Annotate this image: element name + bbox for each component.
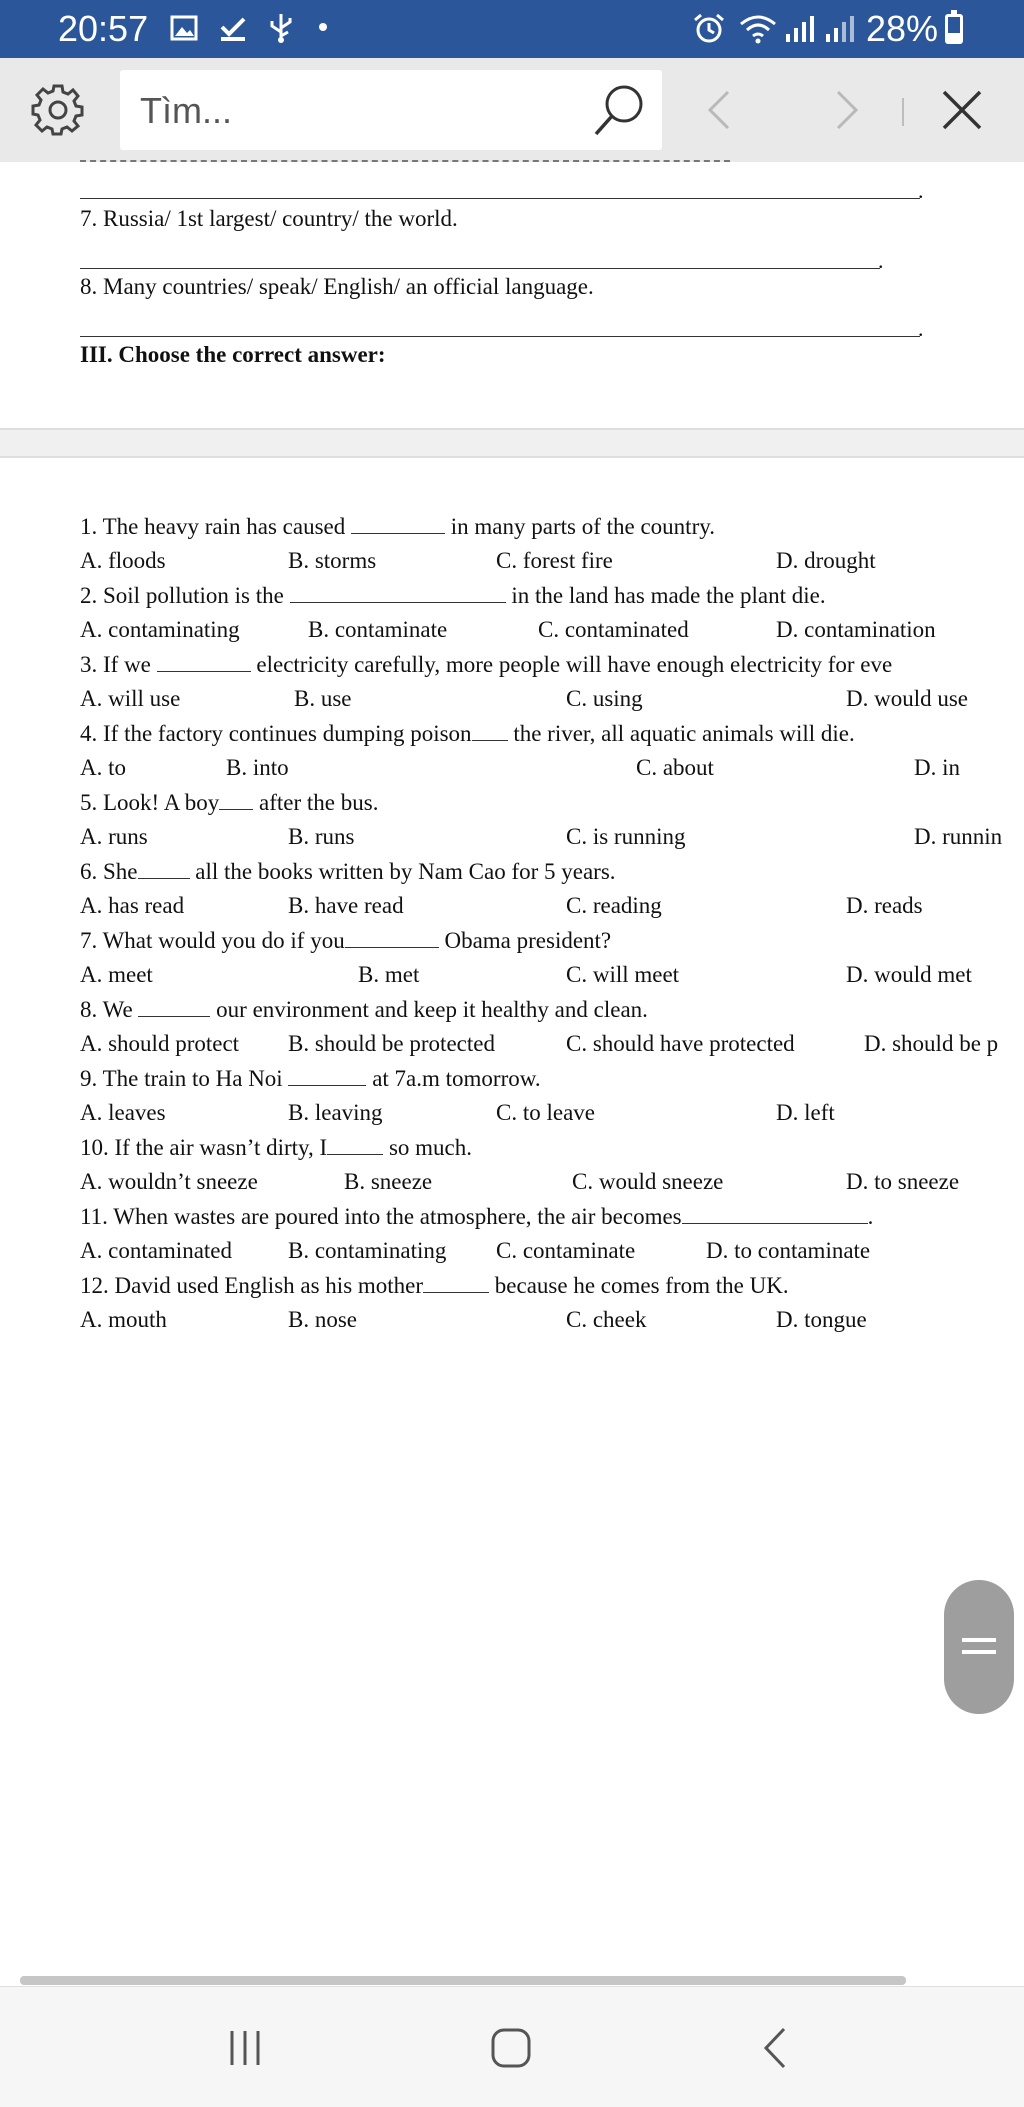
option-d[interactable]: D. to contaminate: [706, 1238, 871, 1263]
question-5: 5. Look! A boy after the bus.: [80, 790, 379, 815]
prev-item-7: 7. Russia/ 1st largest/ country/ the world.: [80, 206, 458, 231]
close-icon[interactable]: [934, 82, 990, 138]
back-icon[interactable]: [752, 2023, 802, 2073]
option-b[interactable]: B. have read: [288, 893, 404, 918]
option-b[interactable]: B. runs: [288, 824, 355, 849]
option-c[interactable]: C. contaminated: [538, 617, 689, 642]
usb-icon: [266, 12, 296, 44]
option-d[interactable]: D. drought: [776, 548, 876, 573]
prev-arrow-icon[interactable]: [692, 82, 748, 138]
toolbar-separator: [902, 98, 904, 126]
answer-line: [80, 336, 920, 337]
question-2: 2. Soil pollution is the in the land has made the plant die.: [80, 583, 826, 608]
option-d[interactable]: D. left: [776, 1100, 835, 1125]
cutoff-text-line: [80, 160, 730, 162]
home-icon[interactable]: [486, 2023, 536, 2073]
question-7: 7. What would you do if you Obama president?: [80, 928, 612, 953]
option-d[interactable]: D. contamination: [776, 617, 936, 642]
option-a[interactable]: A. wouldn’t sneeze: [80, 1169, 258, 1194]
option-a[interactable]: A. should protect: [80, 1031, 240, 1056]
option-b[interactable]: B. storms: [288, 548, 377, 573]
find-toolbar: [0, 58, 1024, 162]
signal-icon: [784, 14, 816, 44]
option-a[interactable]: A. floods: [80, 548, 166, 573]
option-c[interactable]: C. forest fire: [496, 548, 613, 573]
option-a[interactable]: A. will use: [80, 686, 181, 711]
option-d[interactable]: D. would met: [846, 962, 972, 987]
option-c[interactable]: C. will meet: [566, 962, 680, 987]
system-nav-bar: [0, 1986, 1024, 2107]
gallery-icon: [170, 14, 198, 42]
wifi-icon: [738, 12, 778, 46]
answer-line: [80, 198, 920, 199]
question-11: 11. When wastes are poured into the atmosphere, the air becomes .: [80, 1204, 874, 1229]
option-b[interactable]: B. met: [358, 962, 420, 987]
option-c[interactable]: C. using: [566, 686, 643, 711]
question-1: 1. The heavy rain has caused in many parts of the country.: [80, 514, 715, 539]
search-box[interactable]: [120, 70, 662, 150]
option-b[interactable]: B. leaving: [288, 1100, 383, 1125]
option-d[interactable]: D. to sneeze: [846, 1169, 960, 1194]
status-time: 20:57: [58, 8, 149, 49]
option-a[interactable]: A. has read: [80, 893, 185, 918]
option-c[interactable]: C. cheek: [566, 1307, 647, 1332]
option-b[interactable]: B. into: [226, 755, 289, 780]
alarm-icon: [692, 12, 726, 46]
option-d[interactable]: D. tongue: [776, 1307, 867, 1332]
answer-line-period: .: [918, 178, 924, 203]
option-c[interactable]: C. is running: [566, 824, 686, 849]
answer-line-period: .: [878, 248, 884, 273]
search-input[interactable]: [138, 80, 542, 142]
option-c[interactable]: C. would sneeze: [572, 1169, 724, 1194]
option-b[interactable]: B. nose: [288, 1307, 357, 1332]
option-d[interactable]: D. in: [914, 755, 960, 780]
option-a[interactable]: A. to: [80, 755, 126, 780]
question-8: 8. We our environment and keep it healthy and clean.: [80, 997, 648, 1022]
download-icon: [218, 14, 248, 42]
question-12: 12. David used English as his mother because he comes from the UK.: [80, 1273, 789, 1298]
scroll-handle[interactable]: [944, 1580, 1014, 1714]
section-title: III. Choose the correct answer:: [80, 342, 386, 367]
question-9: 9. The train to Ha Noi at 7a.m tomorrow.: [80, 1066, 541, 1091]
answer-line-period: .: [918, 316, 924, 341]
option-b[interactable]: B. sneeze: [344, 1169, 433, 1194]
option-a[interactable]: A. runs: [80, 824, 148, 849]
option-d[interactable]: D. runnin: [914, 824, 1003, 849]
question-10: 10. If the air wasn’t dirty, I so much.: [80, 1135, 472, 1160]
status-bar: [0, 0, 1024, 58]
option-c[interactable]: C. about: [636, 755, 714, 780]
option-d[interactable]: D. would use: [846, 686, 969, 711]
option-b[interactable]: B. contaminate: [308, 617, 448, 642]
option-b[interactable]: B. should be protected: [288, 1031, 495, 1056]
option-d[interactable]: D. reads: [846, 893, 923, 918]
battery-icon: [945, 14, 963, 44]
prev-item-8: 8. Many countries/ speak/ English/ an official language.: [80, 274, 594, 299]
gear-icon[interactable]: [30, 82, 86, 138]
option-a[interactable]: A. contaminated: [80, 1238, 233, 1263]
option-b[interactable]: B. use: [294, 686, 352, 711]
option-d[interactable]: D. should be p: [864, 1031, 999, 1056]
option-b[interactable]: B. contaminating: [288, 1238, 447, 1263]
answer-line: [80, 268, 880, 269]
question-3: 3. If we electricity carefully, more people will have enough electricity for eve: [80, 652, 893, 677]
recent-apps-icon[interactable]: [220, 2023, 270, 2073]
battery-percentage: 28%: [866, 8, 939, 49]
signal-icon-2: [824, 14, 856, 44]
question-4: 4. If the factory continues dumping poison the river, all aquatic animals will die.: [80, 721, 855, 746]
question-6: 6. She all the books written by Nam Cao for 5 years.: [80, 859, 616, 884]
option-c[interactable]: C. reading: [566, 893, 662, 918]
next-arrow-icon[interactable]: [818, 82, 874, 138]
page-break: [0, 428, 1024, 458]
option-a[interactable]: A. meet: [80, 962, 153, 987]
option-a[interactable]: A. leaves: [80, 1100, 166, 1125]
option-c[interactable]: C. contaminate: [496, 1238, 636, 1263]
search-icon[interactable]: [590, 80, 650, 140]
horizontal-scrollbar[interactable]: [20, 1976, 906, 1985]
option-c[interactable]: C. to leave: [496, 1100, 595, 1125]
option-c[interactable]: C. should have protected: [566, 1031, 795, 1056]
option-a[interactable]: A. contaminating: [80, 617, 240, 642]
dot-icon: [318, 22, 328, 32]
option-a[interactable]: A. mouth: [80, 1307, 167, 1332]
